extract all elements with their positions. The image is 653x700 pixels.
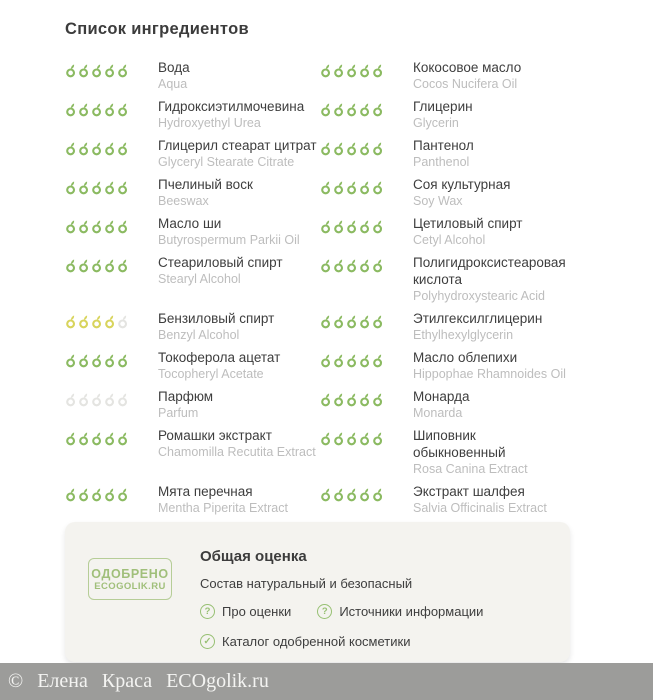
- leaf-rating-icon: [359, 314, 371, 329]
- ingredient-item[interactable]: [65, 215, 320, 248]
- leaf-rating-icon: [91, 487, 103, 502]
- leaf-rating-icon: [359, 431, 371, 446]
- ingredient-item[interactable]: [320, 427, 570, 477]
- ingredient-item[interactable]: [65, 483, 320, 516]
- ingredient-names: [158, 176, 320, 209]
- ingredient-rating: [65, 254, 129, 273]
- ingredient-rating: [65, 59, 129, 78]
- ingredient-rating: [320, 59, 384, 78]
- leaf-rating-icon: [65, 180, 77, 195]
- ingredient-name-ru: Цетиловый спирт: [413, 216, 523, 231]
- links-row-top: [200, 604, 560, 619]
- leaf-rating-icon: [346, 431, 358, 446]
- ingredient-item[interactable]: [320, 254, 570, 304]
- ingredient-name-ru: Глицерил стеарат цитрат: [158, 138, 317, 153]
- leaf-rating-icon: [333, 102, 345, 117]
- ingredient-rating: [65, 176, 129, 195]
- ingredient-row: [65, 310, 575, 349]
- ingredient-row: [65, 349, 575, 388]
- leaf-rating-icon: [65, 487, 77, 502]
- badge-line2: ECOGOLIK.RU: [94, 580, 166, 592]
- leaf-rating-icon: [91, 258, 103, 273]
- leaf-rating-icon: [104, 392, 116, 407]
- ingredient-names: [413, 59, 570, 92]
- leaf-rating-icon: [78, 431, 90, 446]
- leaf-rating-icon: [346, 392, 358, 407]
- ingredient-name-ru: Кокосовое масло: [413, 60, 522, 75]
- ingredient-item[interactable]: [65, 98, 320, 131]
- leaf-rating-icon: [65, 63, 77, 78]
- links-row-bottom: [200, 634, 560, 649]
- ingredient-item[interactable]: [320, 483, 570, 516]
- leaf-rating-icon: [359, 63, 371, 78]
- leaf-rating-icon: [104, 314, 116, 329]
- ingredient-name-inci: Monarda: [413, 406, 463, 420]
- leaf-rating-icon: [372, 180, 384, 195]
- ingredient-name-ru: Полигидроксистеаровая кислота: [413, 255, 566, 287]
- leaf-rating-icon: [91, 102, 103, 117]
- leaf-rating-icon: [359, 141, 371, 156]
- ingredient-item[interactable]: [320, 59, 570, 92]
- ingredient-rating: [320, 137, 384, 156]
- ingredient-item[interactable]: [65, 310, 320, 343]
- ingredient-name-ru: Парфюм: [158, 389, 214, 404]
- leaf-rating-icon: [320, 219, 332, 234]
- ingredient-name-ru: Монарда: [413, 389, 470, 404]
- ingredient-names: [158, 137, 320, 170]
- leaf-rating-icon: [117, 353, 129, 368]
- ingredient-rating: [320, 427, 384, 446]
- leaf-rating-icon: [333, 392, 345, 407]
- leaf-rating-icon: [117, 102, 129, 117]
- ingredient-item[interactable]: [65, 59, 320, 92]
- ingredients-section: [65, 20, 575, 522]
- ingredient-item[interactable]: [320, 388, 570, 421]
- ingredient-row: [65, 483, 575, 522]
- summary-link-label: Каталог одобренной косметики: [222, 634, 411, 649]
- ingredient-name-inci: Mentha Piperita Extract: [158, 501, 288, 515]
- leaf-rating-icon: [117, 487, 129, 502]
- leaf-rating-icon: [359, 392, 371, 407]
- ingredient-name-ru: Шиповник обыкновенный: [413, 428, 506, 460]
- leaf-rating-icon: [65, 392, 77, 407]
- ingredient-rating: [320, 98, 384, 117]
- ingredient-name-ru: Бензиловый спирт: [158, 311, 275, 326]
- ingredients-grid: [65, 59, 575, 522]
- leaf-rating-icon: [65, 258, 77, 273]
- ingredient-name-ru: Стеариловый спирт: [158, 255, 283, 270]
- leaf-rating-icon: [359, 102, 371, 117]
- leaf-rating-icon: [372, 102, 384, 117]
- ingredient-names: [158, 215, 320, 248]
- leaf-rating-icon: [78, 392, 90, 407]
- ingredient-name-inci: Panthenol: [413, 155, 470, 169]
- ingredient-item[interactable]: [320, 310, 570, 343]
- leaf-rating-icon: [372, 314, 384, 329]
- ingredient-item[interactable]: [320, 98, 570, 131]
- leaf-rating-icon: [117, 258, 129, 273]
- ingredient-rating: [65, 427, 129, 446]
- leaf-rating-icon: [320, 141, 332, 156]
- leaf-rating-icon: [333, 431, 345, 446]
- overall-rating-title: Общая оценка: [200, 548, 307, 565]
- leaf-rating-icon: [65, 141, 77, 156]
- ingredient-name-inci: Soy Wax: [413, 194, 463, 208]
- ingredient-item[interactable]: [320, 215, 570, 248]
- ingredient-rating: [65, 388, 129, 407]
- ingredient-name-inci: Ethylhexylglycerin: [413, 328, 514, 342]
- ingredient-item[interactable]: [320, 176, 570, 209]
- ingredient-names: [158, 483, 320, 516]
- leaf-rating-icon: [78, 63, 90, 78]
- leaf-rating-icon: [104, 431, 116, 446]
- leaf-rating-icon: [320, 487, 332, 502]
- leaf-rating-icon: [65, 353, 77, 368]
- leaf-rating-icon: [78, 180, 90, 195]
- page-title: Список ингредиентов: [65, 20, 249, 38]
- ingredient-row: [65, 176, 575, 215]
- ingredient-names: [158, 427, 320, 460]
- leaf-rating-icon: [320, 392, 332, 407]
- ingredient-name-inci: Cetyl Alcohol: [413, 233, 486, 247]
- copyright-footer-bar: [0, 663, 653, 700]
- leaf-rating-icon: [359, 487, 371, 502]
- ingredient-row: [65, 254, 575, 310]
- ingredient-row: [65, 59, 575, 98]
- ingredient-name-inci: Hydroxyethyl Urea: [158, 116, 261, 130]
- leaf-rating-icon: [320, 180, 332, 195]
- leaf-rating-icon: [78, 487, 90, 502]
- ingredient-names: [158, 349, 320, 382]
- ingredient-names: [158, 388, 320, 421]
- ingredient-name-ru: Ромашки экстракт: [158, 428, 272, 443]
- ingredient-names: [158, 254, 320, 287]
- leaf-rating-icon: [372, 431, 384, 446]
- leaf-rating-icon: [65, 219, 77, 234]
- ingredient-name-inci: Benzyl Alcohol: [158, 328, 240, 342]
- summary-link[interactable]: [200, 604, 291, 619]
- ingredient-names: [158, 59, 320, 92]
- ingredient-name-inci: Polyhydroxystearic Acid: [413, 289, 546, 303]
- leaf-rating-icon: [91, 392, 103, 407]
- ingredient-names: [413, 310, 570, 343]
- leaf-rating-icon: [346, 353, 358, 368]
- ingredient-item[interactable]: [65, 254, 320, 287]
- ingredient-names: [158, 310, 320, 343]
- leaf-rating-icon: [372, 141, 384, 156]
- leaf-rating-icon: [91, 353, 103, 368]
- ingredient-rating: [65, 310, 129, 329]
- ingredient-row: [65, 215, 575, 254]
- leaf-rating-icon: [104, 353, 116, 368]
- check-icon: ✓: [200, 634, 215, 649]
- ingredient-names: [413, 98, 570, 131]
- leaf-rating-icon: [333, 141, 345, 156]
- ingredient-rating: [65, 349, 129, 368]
- ingredient-rating: [320, 483, 384, 502]
- ingredient-rating: [320, 215, 384, 234]
- ingredient-names: [413, 254, 570, 304]
- ingredient-name-inci: Glyceryl Stearate Citrate: [158, 155, 295, 169]
- leaf-rating-icon: [91, 431, 103, 446]
- leaf-rating-icon: [104, 258, 116, 273]
- leaf-rating-icon: [333, 219, 345, 234]
- ingredient-rating: [320, 310, 384, 329]
- ingredient-name-inci: Glycerin: [413, 116, 459, 130]
- ingredient-name-inci: Aqua: [158, 77, 188, 91]
- ingredient-item[interactable]: [320, 137, 570, 170]
- ingredient-names: [413, 483, 570, 516]
- leaf-rating-icon: [346, 63, 358, 78]
- leaf-rating-icon: [91, 180, 103, 195]
- ingredient-rating: [320, 388, 384, 407]
- ingredient-name-ru: Мята перечная: [158, 484, 253, 499]
- ingredient-name-inci: Salvia Officinalis Extract: [413, 501, 547, 515]
- leaf-rating-icon: [117, 180, 129, 195]
- ingredient-name-inci: Tocopheryl Acetate: [158, 367, 264, 381]
- summary-link-label: Про оценки: [222, 604, 292, 619]
- verdict-text: Состав натуральный и безопасный: [200, 576, 413, 591]
- leaf-rating-icon: [372, 487, 384, 502]
- leaf-rating-icon: [333, 63, 345, 78]
- ingredient-names: [413, 137, 570, 170]
- ingredient-name-ru: Экстракт шалфея: [413, 484, 525, 499]
- leaf-rating-icon: [320, 102, 332, 117]
- ingredient-name-inci: Stearyl Alcohol: [158, 272, 241, 286]
- leaf-rating-icon: [372, 392, 384, 407]
- leaf-rating-icon: [320, 353, 332, 368]
- ingredient-name-ru: Пчелиный воск: [158, 177, 253, 192]
- ingredient-name-inci: Butyrospermum Parkii Oil: [158, 233, 300, 247]
- ingredient-names: [413, 427, 570, 477]
- leaf-rating-icon: [333, 258, 345, 273]
- ingredient-names: [413, 215, 570, 248]
- leaf-rating-icon: [78, 219, 90, 234]
- ingredient-item[interactable]: [65, 388, 320, 421]
- leaf-rating-icon: [91, 63, 103, 78]
- leaf-rating-icon: [78, 258, 90, 273]
- ingredient-rating: [65, 137, 129, 156]
- ingredient-row: [65, 427, 575, 483]
- leaf-rating-icon: [320, 63, 332, 78]
- ingredient-names: [413, 388, 570, 421]
- leaf-rating-icon: [346, 219, 358, 234]
- ingredient-row: [65, 388, 575, 427]
- leaf-rating-icon: [104, 102, 116, 117]
- leaf-rating-icon: [346, 180, 358, 195]
- ingredient-names: [413, 349, 570, 382]
- leaf-rating-icon: [372, 219, 384, 234]
- ingredient-name-ru: Глицерин: [413, 99, 473, 114]
- leaf-rating-icon: [117, 392, 129, 407]
- leaf-rating-icon: [346, 141, 358, 156]
- approved-stamp-badge: [88, 558, 172, 600]
- ingredient-name-inci: Parfum: [158, 406, 199, 420]
- ingredient-rating: [65, 98, 129, 117]
- ingredient-item[interactable]: [65, 349, 320, 382]
- ingredient-name-ru: Масло облепихи: [413, 350, 518, 365]
- ingredient-name-ru: Масло ши: [158, 216, 222, 231]
- ingredient-name-ru: Соя культурная: [413, 177, 511, 192]
- leaf-rating-icon: [65, 431, 77, 446]
- leaf-rating-icon: [346, 314, 358, 329]
- ingredient-rating: [320, 176, 384, 195]
- leaf-rating-icon: [320, 258, 332, 273]
- ingredient-name-inci: Hippophae Rhamnoides Oil: [413, 367, 566, 381]
- leaf-rating-icon: [117, 431, 129, 446]
- leaf-rating-icon: [117, 314, 129, 329]
- ingredient-item[interactable]: [65, 427, 320, 460]
- question-icon: ?: [200, 604, 215, 619]
- summary-link-label: Источники информации: [339, 604, 484, 619]
- leaf-rating-icon: [104, 219, 116, 234]
- leaf-rating-icon: [104, 487, 116, 502]
- badge-line1: ОДОБРЕНО: [91, 566, 169, 581]
- ingredient-rating: [320, 254, 384, 273]
- ingredient-name-ru: Вода: [158, 60, 190, 75]
- leaf-rating-icon: [104, 63, 116, 78]
- ingredient-names: [158, 98, 320, 131]
- ingredient-item[interactable]: [65, 176, 320, 209]
- ingredient-rating: [320, 349, 384, 368]
- leaf-rating-icon: [320, 314, 332, 329]
- leaf-rating-icon: [346, 102, 358, 117]
- leaf-rating-icon: [91, 141, 103, 156]
- copyright-text: © Елена Краса ECOgolik.ru: [8, 670, 269, 692]
- leaf-rating-icon: [78, 141, 90, 156]
- leaf-rating-icon: [333, 314, 345, 329]
- ingredient-name-inci: Cocos Nucifera Oil: [413, 77, 518, 91]
- ingredient-name-ru: Гидроксиэтилмочевина: [158, 99, 305, 114]
- ingredient-names: [413, 176, 570, 209]
- leaf-rating-icon: [104, 180, 116, 195]
- ingredient-rating: [65, 483, 129, 502]
- ingredient-rating: [65, 215, 129, 234]
- ingredient-item[interactable]: [320, 349, 570, 382]
- leaf-rating-icon: [333, 180, 345, 195]
- leaf-rating-icon: [65, 102, 77, 117]
- leaf-rating-icon: [359, 258, 371, 273]
- leaf-rating-icon: [372, 258, 384, 273]
- leaf-rating-icon: [91, 314, 103, 329]
- ingredient-name-inci: Beeswax: [158, 194, 209, 208]
- leaf-rating-icon: [346, 487, 358, 502]
- ingredient-name-ru: Этилгексилглицерин: [413, 311, 543, 326]
- ingredient-name-inci: Rosa Canina Extract: [413, 462, 528, 476]
- summary-link[interactable]: [200, 634, 410, 649]
- ingredient-name-ru: Токоферола ацетат: [158, 350, 281, 365]
- leaf-rating-icon: [78, 353, 90, 368]
- leaf-rating-icon: [117, 219, 129, 234]
- leaf-rating-icon: [104, 141, 116, 156]
- leaf-rating-icon: [333, 353, 345, 368]
- leaf-rating-icon: [117, 141, 129, 156]
- leaf-rating-icon: [333, 487, 345, 502]
- overall-rating-panel: [65, 522, 570, 662]
- leaf-rating-icon: [359, 353, 371, 368]
- ingredient-row: [65, 137, 575, 176]
- leaf-rating-icon: [320, 431, 332, 446]
- leaf-rating-icon: [346, 258, 358, 273]
- leaf-rating-icon: [117, 63, 129, 78]
- leaf-rating-icon: [372, 63, 384, 78]
- leaf-rating-icon: [372, 353, 384, 368]
- leaf-rating-icon: [78, 102, 90, 117]
- ingredient-name-ru: Пантенол: [413, 138, 474, 153]
- summary-link[interactable]: [317, 604, 483, 619]
- leaf-rating-icon: [359, 219, 371, 234]
- leaf-rating-icon: [65, 314, 77, 329]
- ingredient-item[interactable]: [65, 137, 320, 170]
- ingredient-row: [65, 98, 575, 137]
- leaf-rating-icon: [91, 219, 103, 234]
- question-icon: ?: [317, 604, 332, 619]
- leaf-rating-icon: [359, 180, 371, 195]
- leaf-rating-icon: [78, 314, 90, 329]
- ingredient-name-inci: Chamomilla Recutita Extract: [158, 445, 316, 459]
